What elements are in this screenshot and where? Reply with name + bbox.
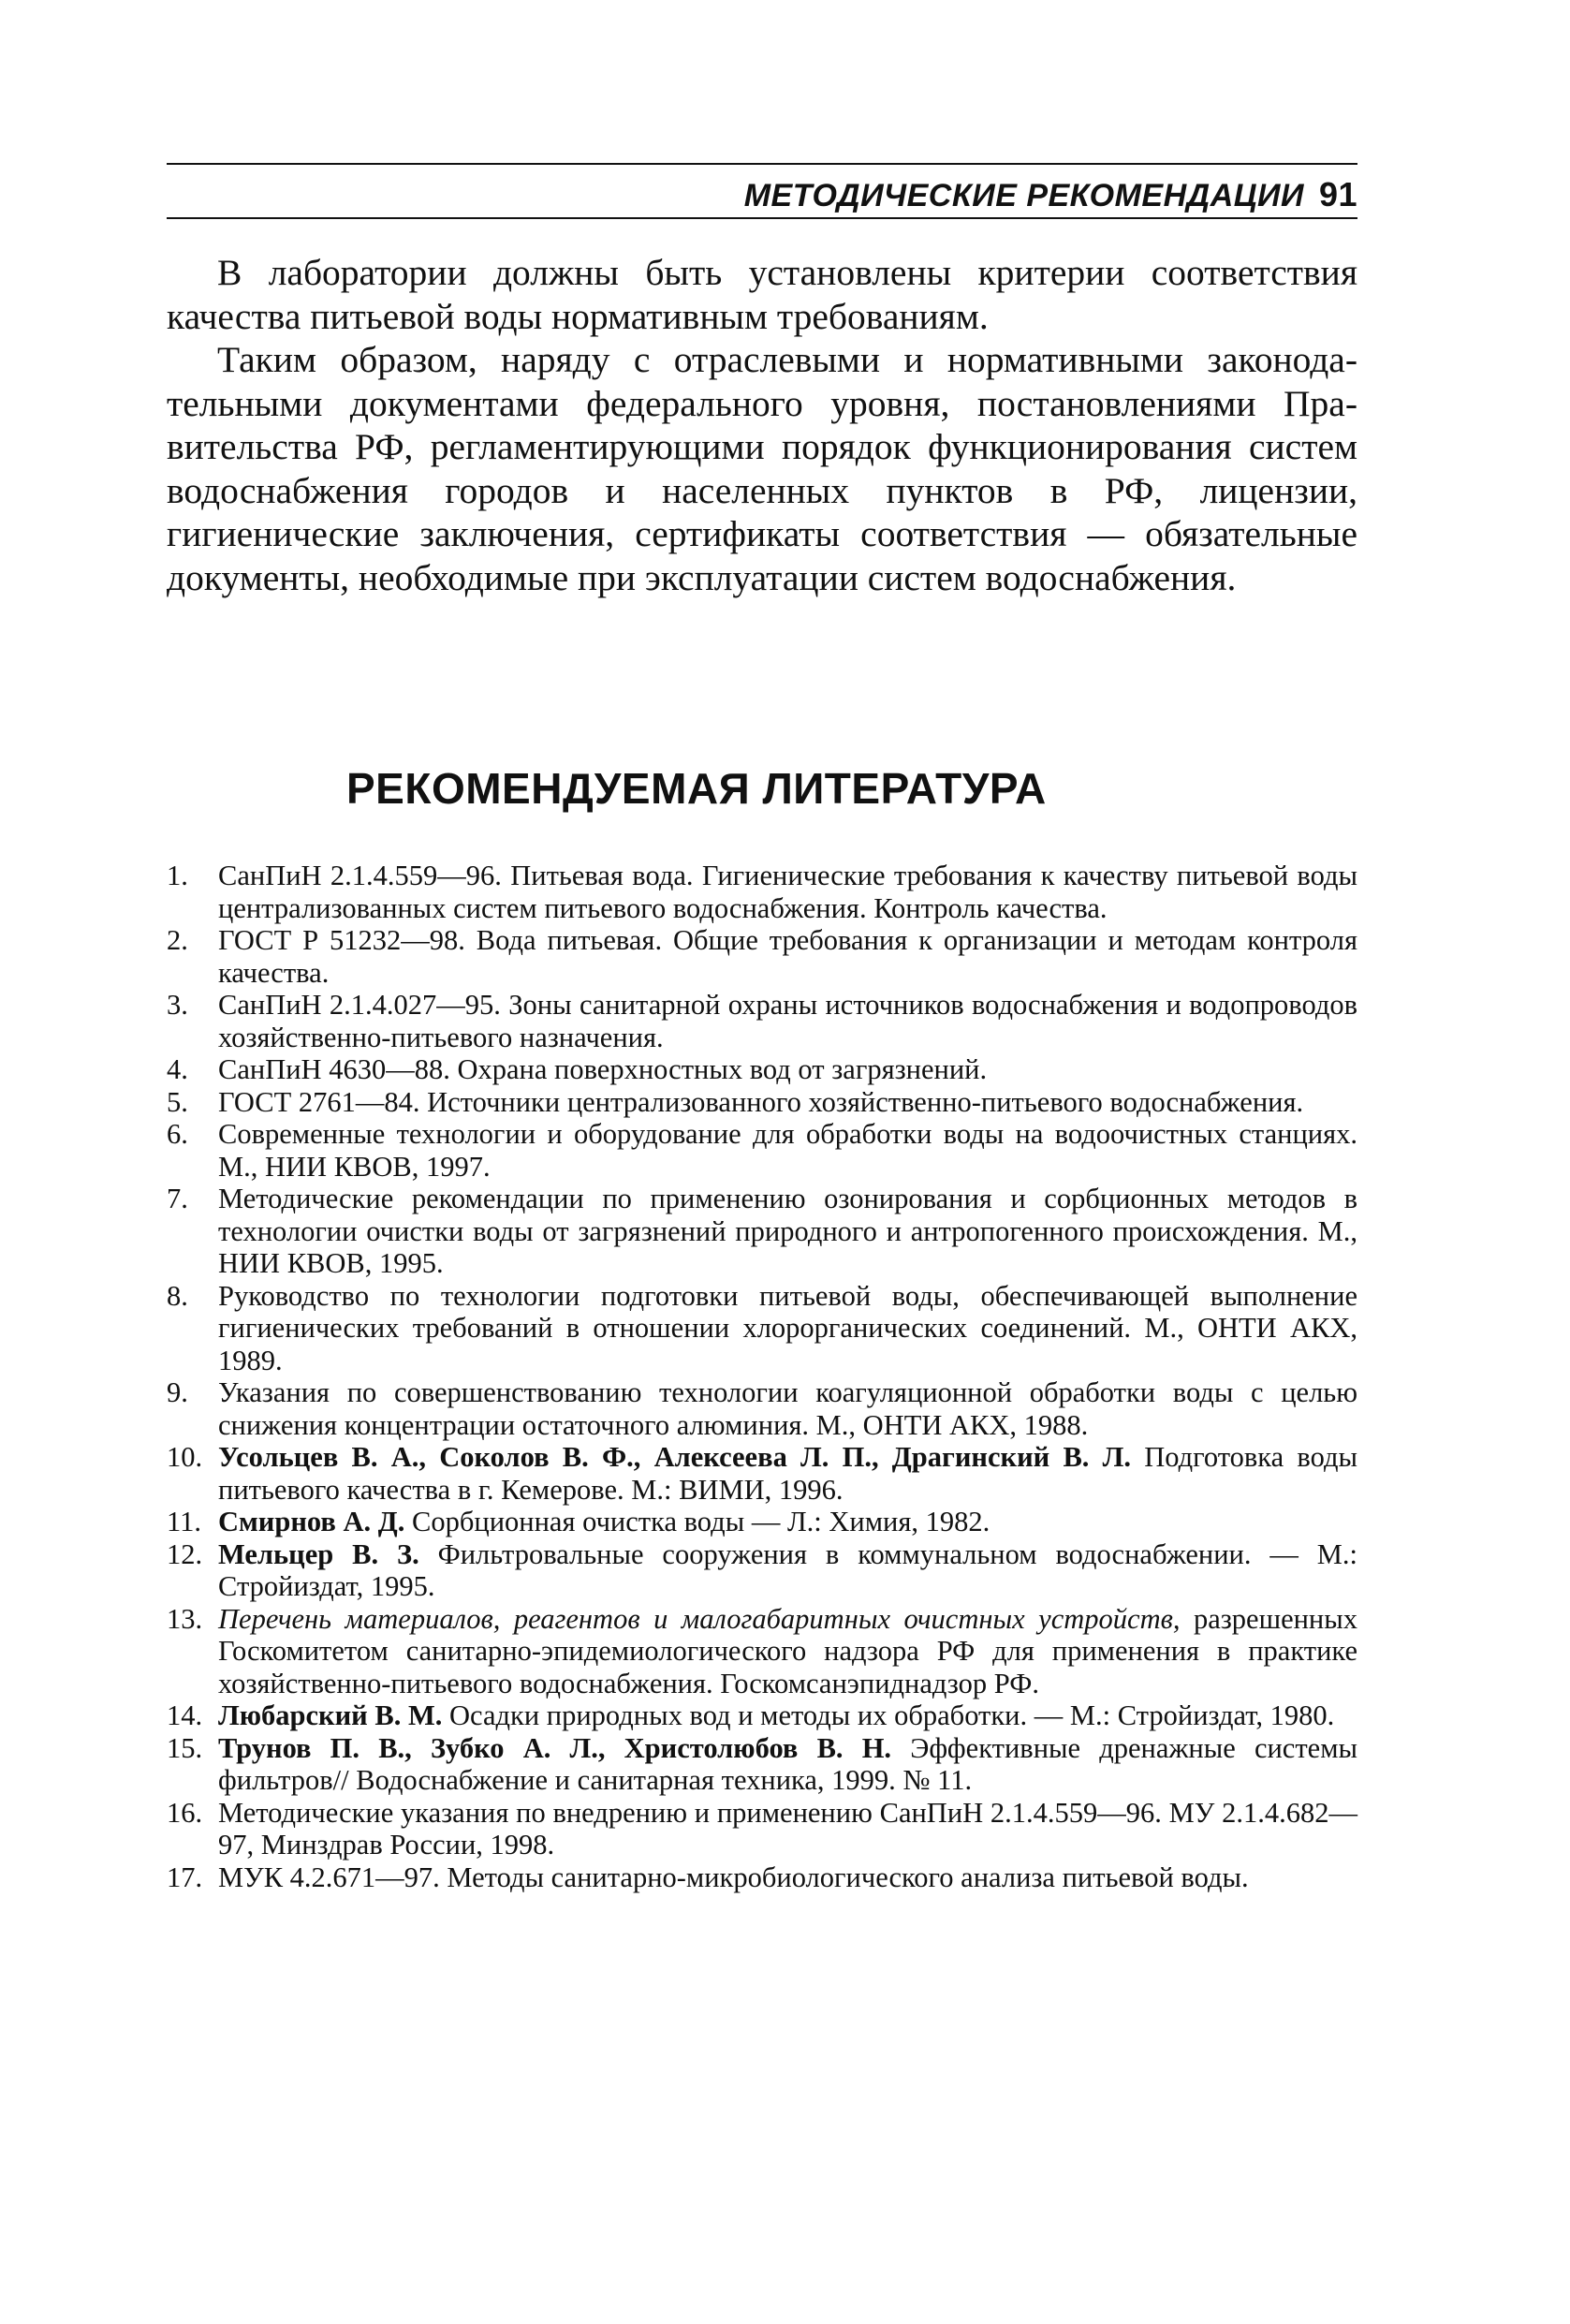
reference-text: Методические рекомендации по применению озонирования и сорбционных методов в технологии очистки воды от загрязнений природного и антропогенного происхождения. М., НИИ КВОВ, 1995. [218,1183,1357,1279]
running-title: МЕТОДИЧЕСКИЕ РЕКОМЕНДАЦИИ [743,178,1304,213]
reference-author: Усольцев В. А., Соколов В. Ф., Алексеева Л. П., Драгинский В. Л. [218,1441,1131,1473]
reference-number: 14. [167,1699,203,1731]
reference-number: 15. [167,1731,203,1764]
reference-text: Осадки природных вод и методы их обработки. — М.: Стройиздат, 1980. [449,1699,1335,1731]
reference-number: 9. [167,1376,188,1408]
reference-text: ГОСТ 2761—84. Источники централизованного хозяйственно-питьевого водоснабжения. [218,1085,1304,1118]
reference-author: Трунов П. В., Зубко А. Л., Христолюбов В. Н. [218,1731,892,1764]
reference-number: 5. [167,1085,188,1118]
reference-text: СанПиН 4630—88. Охрана поверхностных вод от загрязнений. [218,1053,988,1085]
reference-item [167,1538,1357,1603]
reference-text: СанПиН 2.1.4.027—95. Зоны санитарной охраны источников водоснабжения и водопроводов хозяйственно-питьевого назначения. [218,989,1357,1053]
reference-text: Эффективные дренажные системы фильтров// Водоснабжение и санитарная техника, 1999. № 11. [218,1731,1357,1796]
reference-text: Подготовка воды питьевого качества в г. Кемерове. М.: ВИМИ, 1996. [218,1441,1357,1506]
reference-text: Фильтровальные сооружения в коммунальном водоснабжении. — М.: Стройиздат, 1995. [218,1537,1358,1602]
header-rule-top [167,163,1357,165]
reference-number: 6. [167,1118,188,1150]
section-title: РЕКОМЕНДУЕМАЯ ЛИТЕРАТУРА [346,764,1047,813]
reference-text: Сорбционная очистка воды — Л.: Химия, 1982. [412,1506,990,1537]
reference-number: 12. [167,1537,203,1570]
reference-item [167,1376,1357,1441]
reference-number: 11. [167,1506,201,1537]
reference-item [167,1086,1357,1119]
paragraph: В лаборатории должны быть установлены критерии соответствия качества питьевой воды нормативным требованиям. [167,252,1357,337]
reference-item [167,1183,1357,1280]
reference-author: Любарский В. М. [218,1699,443,1731]
reference-text: МУК 4.2.671—97. Методы санитарно-микробиологического анализа питьевой воды. [218,1861,1249,1893]
reference-number: 3. [167,989,188,1021]
reference-text: Указания по совершенствованию технологии коагуляционной обработки воды с целью снижения концентрации остаточного алюминия. М., ОНТИ АКХ, 1988. [218,1376,1357,1441]
reference-text: СанПиН 2.1.4.559—96. Питьевая вода. Гигиенические требования к качеству питьевой воды централизованных систем питьевого водоснабжения. Контроль качества. [218,860,1357,924]
reference-text: разрешенных Госкомитетом санитарно-эпидемиологического надзора РФ для применения в практике хозяйственно-питьевого водоснабжения. Госкомсанэпиднадзор РФ. [218,1602,1358,1699]
reference-item [167,1861,1357,1894]
reference-text: Руководство по технологии подготовки питьевой воды, обеспечивающей выполнение гигиенических требований в отношении хлорорганических соединений. М., ОНТИ АКХ, 1989. [218,1279,1357,1376]
reference-number: 16. [167,1796,203,1829]
reference-number: 2. [167,924,188,956]
reference-number: 1. [167,860,188,891]
reference-number: 10. [167,1441,203,1473]
reference-item [167,1053,1357,1086]
reference-number: 4. [167,1053,188,1085]
reference-item [167,1732,1357,1797]
header-rule-bottom [167,217,1357,219]
reference-number: 7. [167,1183,188,1214]
reference-list [167,860,1357,1893]
paragraph: Таким образом, наряду с отраслевыми и нормативными законодательными документами федерального уровня, постановлениями Правительства РФ, регламентирующими порядок функционирования систем водоснабжения городов и населенных пунктов в РФ, лицензии, гигиенические заключения, сертификаты соответствия — обязательные документы, необходимые при эксплуатации систем водоснабжения. [167,339,1357,598]
reference-item [167,1280,1357,1377]
reference-item [167,1699,1357,1732]
reference-author: Мельцер В. З. [218,1537,419,1570]
reference-item [167,924,1357,989]
reference-text: Современные технологии и оборудование для обработки воды на водоочистных станциях. М., НИИ КВОВ, 1997. [218,1118,1357,1183]
reference-item [167,1603,1357,1700]
reference-item [167,989,1357,1053]
page-number: 91 [1318,175,1357,213]
reference-number: 17. [167,1861,203,1893]
body-text [167,251,1357,599]
reference-item [167,1506,1357,1538]
reference-text: Методические указания по внедрению и применению СанПиН 2.1.4.559—96. МУ 2.1.4.682—97, Минздрав России, 1998. [218,1796,1357,1861]
running-header [167,175,1357,214]
reference-italic-title: Перечень материалов, реагентов и малогабаритных очистных устройств, [218,1602,1181,1635]
reference-number: 13. [167,1602,203,1635]
reference-item [167,1797,1357,1861]
reference-item [167,1441,1357,1506]
reference-item [167,1118,1357,1183]
reference-item [167,860,1357,924]
reference-author: Смирнов А. Д. [218,1506,405,1537]
reference-number: 8. [167,1279,188,1312]
reference-text: ГОСТ Р 51232—98. Вода питьевая. Общие требования к организации и методам контроля качества. [218,924,1357,989]
